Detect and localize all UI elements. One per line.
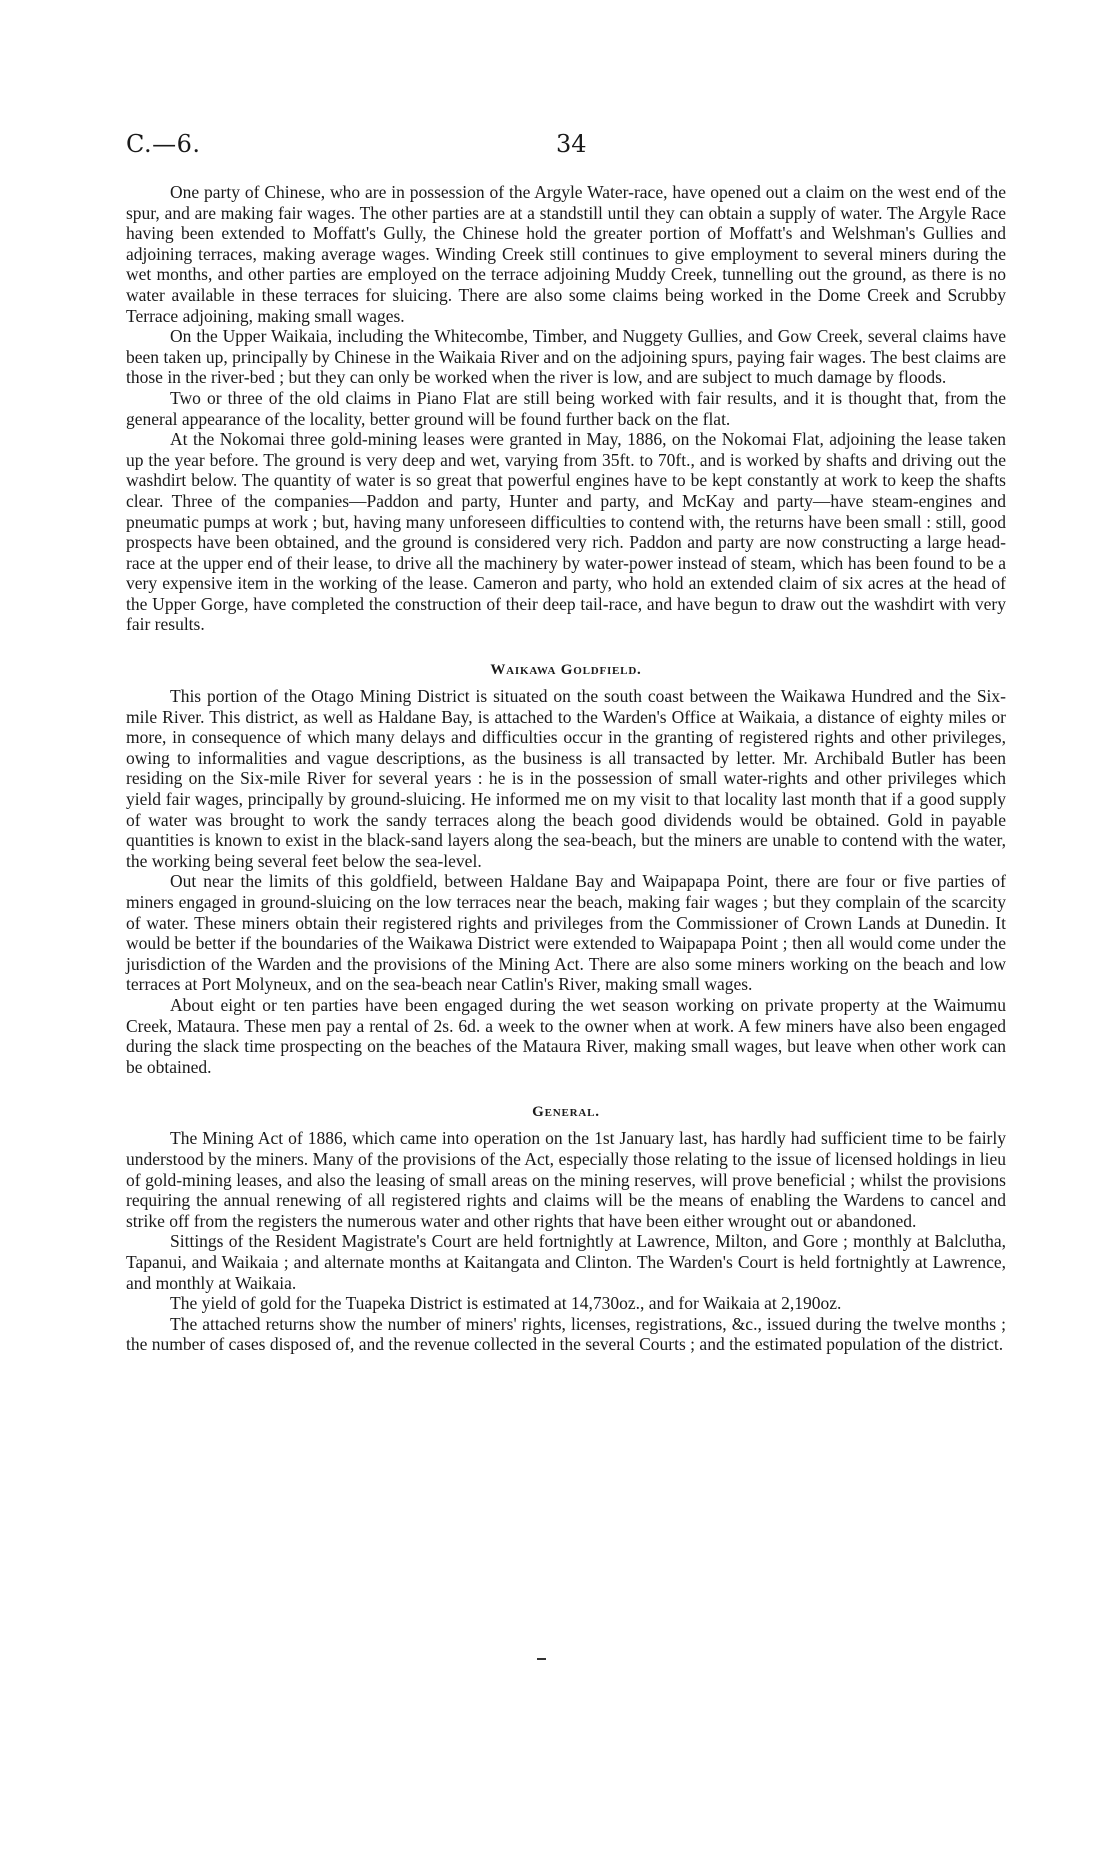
intro-section bbox=[126, 182, 1006, 635]
paragraph: Sittings of the Resident Magistrate's Court are held fortnightly at Lawrence, Milton, and Gore ; monthly at Balclutha, Tapanui, and Waikaia ; and alternate months at Kaitangata and Clinton. The Warden's Court is held fortnightly at Lawrence, and monthly at Waikaia. bbox=[126, 1231, 1006, 1293]
document-reference: C.—6. bbox=[126, 130, 201, 158]
paragraph: Out near the limits of this goldfield, between Haldane Bay and Waipapapa Point, there are four or five parties of miners engaged in ground-sluicing on the low terraces near the beach, making fair wages ; but they complain of the scarcity of water. These miners obtain their registered rights and privileges from the Commissioner of Crown Lands at Dunedin. It would be better if the boundaries of the Waikawa District were extended to Waipapapa Point ; then all would come under the jurisdiction of the Warden and the provisions of the Mining Act. There are also some miners working on the beach and low terraces at Port Molyneux, and on the sea-beach near Catlin's River, making small wages. bbox=[126, 871, 1006, 995]
page-header bbox=[126, 130, 1006, 170]
section-heading-general: General. bbox=[532, 1104, 600, 1121]
paragraph: This portion of the Otago Mining District is situated on the south coast between the Waikawa Hundred and the Six-mile River. This district, as well as Haldane Bay, is attached to the Warden's Office at Waikaia, a distance of eighty miles or more, in consequence of which many delays and difficulties occur in the granting of registered rights and other privileges, owing to informalities and vague descriptions, as the business is all transacted by letter. Mr. Archibald Butler has been residing on the Six-mile River for several years : he is in the possession of small water-rights and other privileges which yield fair wages, principally by ground-sluicing. He informed me on my visit to that locality last month that if a good supply of water was brought to work the sandy terraces along the beach good dividends would be obtained. Gold in payable quantities is known to exist in the black-sand layers along the sea-beach, but the miners are unable to contend with the water, the working being several feet below the sea-level. bbox=[126, 686, 1006, 871]
paragraph: On the Upper Waikaia, including the Whitecombe, Timber, and Nuggety Gullies, and Gow Creek, several claims have been taken up, principally by Chinese in the Waikaia River and on the adjoining spurs, paying fair wages. The best claims are those in the river-bed ; but they can only be worked when the river is low, and are subject to much damage by floods. bbox=[126, 326, 1006, 388]
paragraph: Two or three of the old claims in Piano Flat are still being worked with fair results, and it is thought that, from the general appearance of the locality, better ground will be found further back on the flat. bbox=[126, 387, 1006, 429]
page-number: 34 bbox=[556, 130, 587, 158]
paragraph: At the Nokomai three gold-mining leases were granted in May, 1886, on the Nokomai Flat, adjoining the lease taken up the year before. The ground is very deep and wet, varying from 35ft. to 70ft., and is worked by shafts and driving out the washdirt below. The quantity of water is so great that powerful engines have to be kept constantly at work to keep the shafts clear. Three of the companies—Paddon and party, Hunter and party, and McKay and party—have steam-engines and pneumatic pumps at work ; but, having many unforeseen difficulties to contend with, the returns have been small : still, good prospects have been obtained, and the ground is considered very rich. Paddon and party are now constructing a large head-race at the upper end of their lease, to drive all the machinery by water-power instead of steam, which has been found to be a very expensive item in the working of the lease. Cameron and party, who hold an extended claim of six acres at the head of the Upper Gorge, have completed the construction of their deep tail-race, and have begun to draw out the washdirt with very fair results. bbox=[126, 429, 1006, 635]
waikawa-section bbox=[126, 660, 1006, 1077]
paragraph: The Mining Act of 1886, which came into operation on the 1st January last, has hardly had sufficient time to be fairly understood by the miners. Many of the provisions of the Act, especially those relating to the issue of licensed holdings in lieu of gold-mining leases, and also the leasing of small areas on the mining reserves, will prove beneficial ; whilst the provisions requiring the annual renewing of all registered rights and claims will be the means of enabling the Wardens to cancel and strike off from the registers the numerous water and other rights that have been either wrought out or abandoned. bbox=[126, 1128, 1006, 1231]
paragraph: About eight or ten parties have been engaged during the wet season working on private property at the Waimumu Creek, Mataura. These men pay a rental of 2s. 6d. a week to the owner when at work. A few miners have also been engaged during the slack time prospecting on the beaches of the Mataura River, making small wages, but leave when other work can be obtained. bbox=[126, 994, 1006, 1077]
document-body bbox=[126, 182, 1006, 1355]
section-spacer bbox=[126, 635, 1006, 660]
end-mark bbox=[537, 1658, 546, 1660]
section-heading-waikawa: Waikawa Goldfield. bbox=[490, 662, 642, 679]
section-spacer bbox=[126, 1077, 1006, 1102]
paragraph: One party of Chinese, who are in possession of the Argyle Water-race, have opened out a claim on the west end of the spur, and are making fair wages. The other parties are at a standstill until they can obtain a supply of water. The Argyle Race having been extended to Moffatt's Gully, the Chinese hold the greater portion of Moffatt's and Welshman's Gullies and adjoining terraces, making average wages. Winding Creek still continues to give employment to several miners during the wet months, and other parties are employed on the terrace adjoining Muddy Creek, tunnelling out the ground, as there is no water available in these terraces for sluicing. There are also some claims being worked in the Dome Creek and Scrubby Terrace adjoining, making small wages. bbox=[126, 182, 1006, 326]
general-section bbox=[126, 1102, 1006, 1355]
paragraph: The yield of gold for the Tuapeka District is estimated at 14,730oz., and for Waikaia at 2,190oz. bbox=[170, 1293, 842, 1314]
paragraph: The attached returns show the number of miners' rights, licenses, registrations, &c., issued during the twelve months ; the number of cases disposed of, and the revenue collected in the several Courts ; and the estimated population of the district. bbox=[126, 1313, 1006, 1355]
